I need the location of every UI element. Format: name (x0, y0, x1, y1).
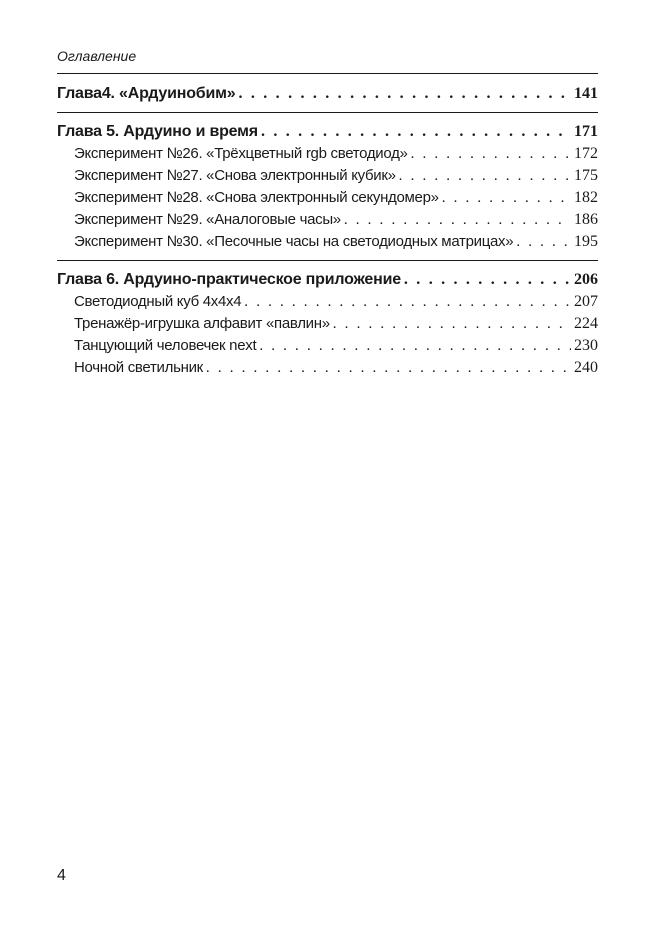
table-of-contents (57, 83, 598, 379)
page-number: 4 (57, 867, 66, 884)
toc-item-page: 224 (574, 315, 598, 332)
toc-section-chapter-6 (57, 269, 598, 379)
toc-item-page: 240 (574, 359, 598, 376)
dot-leader (238, 83, 571, 105)
toc-item-entry[interactable] (57, 231, 598, 253)
toc-item-page: 186 (574, 211, 598, 228)
toc-item-title: Эксперимент №26. «Трёхцветный rgb светодиод» (74, 145, 408, 162)
toc-item-title: Ночной светильник (74, 359, 203, 376)
toc-item-entry[interactable] (57, 357, 598, 379)
toc-item-title: Светодиодный куб 4х4х4 (74, 293, 242, 310)
toc-chapter-title: Глава 6. Ардуино-практическое приложение (57, 271, 401, 288)
toc-chapter-entry[interactable] (57, 269, 598, 291)
toc-item-entry[interactable] (57, 313, 598, 335)
toc-item-page: 175 (574, 167, 598, 184)
toc-section-chapter-4 (57, 83, 598, 113)
dot-leader (404, 269, 571, 291)
running-header: Оглавление (57, 48, 137, 64)
toc-item-entry[interactable] (57, 165, 598, 187)
dot-leader (516, 231, 571, 253)
toc-item-title: Тренажёр-игрушка алфавит «павлин» (74, 315, 330, 332)
header-rule (57, 73, 598, 74)
section-rule (57, 260, 598, 261)
toc-item-page: 195 (574, 233, 598, 250)
section-rule (57, 112, 598, 113)
dot-leader (442, 187, 571, 209)
toc-section-chapter-5 (57, 121, 598, 261)
dot-leader (206, 357, 571, 379)
toc-item-title: Танцующий человечек next (74, 337, 257, 354)
toc-chapter-title: Глава 5. Ардуино и время (57, 123, 258, 140)
dot-leader (261, 121, 571, 143)
dot-leader (344, 209, 571, 231)
dot-leader (244, 291, 571, 313)
dot-leader (259, 335, 571, 357)
toc-item-page: 172 (574, 145, 598, 162)
toc-item-entry[interactable] (57, 143, 598, 165)
toc-chapter-page: 141 (574, 85, 598, 102)
toc-item-title: Эксперимент №30. «Песочные часы на светодиодных матрицах» (74, 233, 514, 250)
toc-chapter-entry[interactable] (57, 83, 598, 105)
toc-chapter-page: 206 (574, 271, 598, 288)
toc-item-title: Эксперимент №28. «Снова электронный секундомер» (74, 189, 439, 206)
toc-item-page: 182 (574, 189, 598, 206)
toc-item-title: Эксперимент №27. «Снова электронный кубик» (74, 167, 396, 184)
toc-item-entry[interactable] (57, 335, 598, 357)
toc-item-entry[interactable] (57, 187, 598, 209)
toc-item-page: 230 (574, 337, 598, 354)
dot-leader (399, 165, 571, 187)
toc-item-title: Эксперимент №29. «Аналоговые часы» (74, 211, 341, 228)
toc-item-page: 207 (574, 293, 598, 310)
dot-leader (333, 313, 571, 335)
dot-leader (411, 143, 571, 165)
toc-chapter-entry[interactable] (57, 121, 598, 143)
toc-chapter-page: 171 (574, 123, 598, 140)
toc-item-entry[interactable] (57, 209, 598, 231)
toc-item-entry[interactable] (57, 291, 598, 313)
toc-chapter-title: Глава4. «Ардуинобим» (57, 85, 236, 102)
